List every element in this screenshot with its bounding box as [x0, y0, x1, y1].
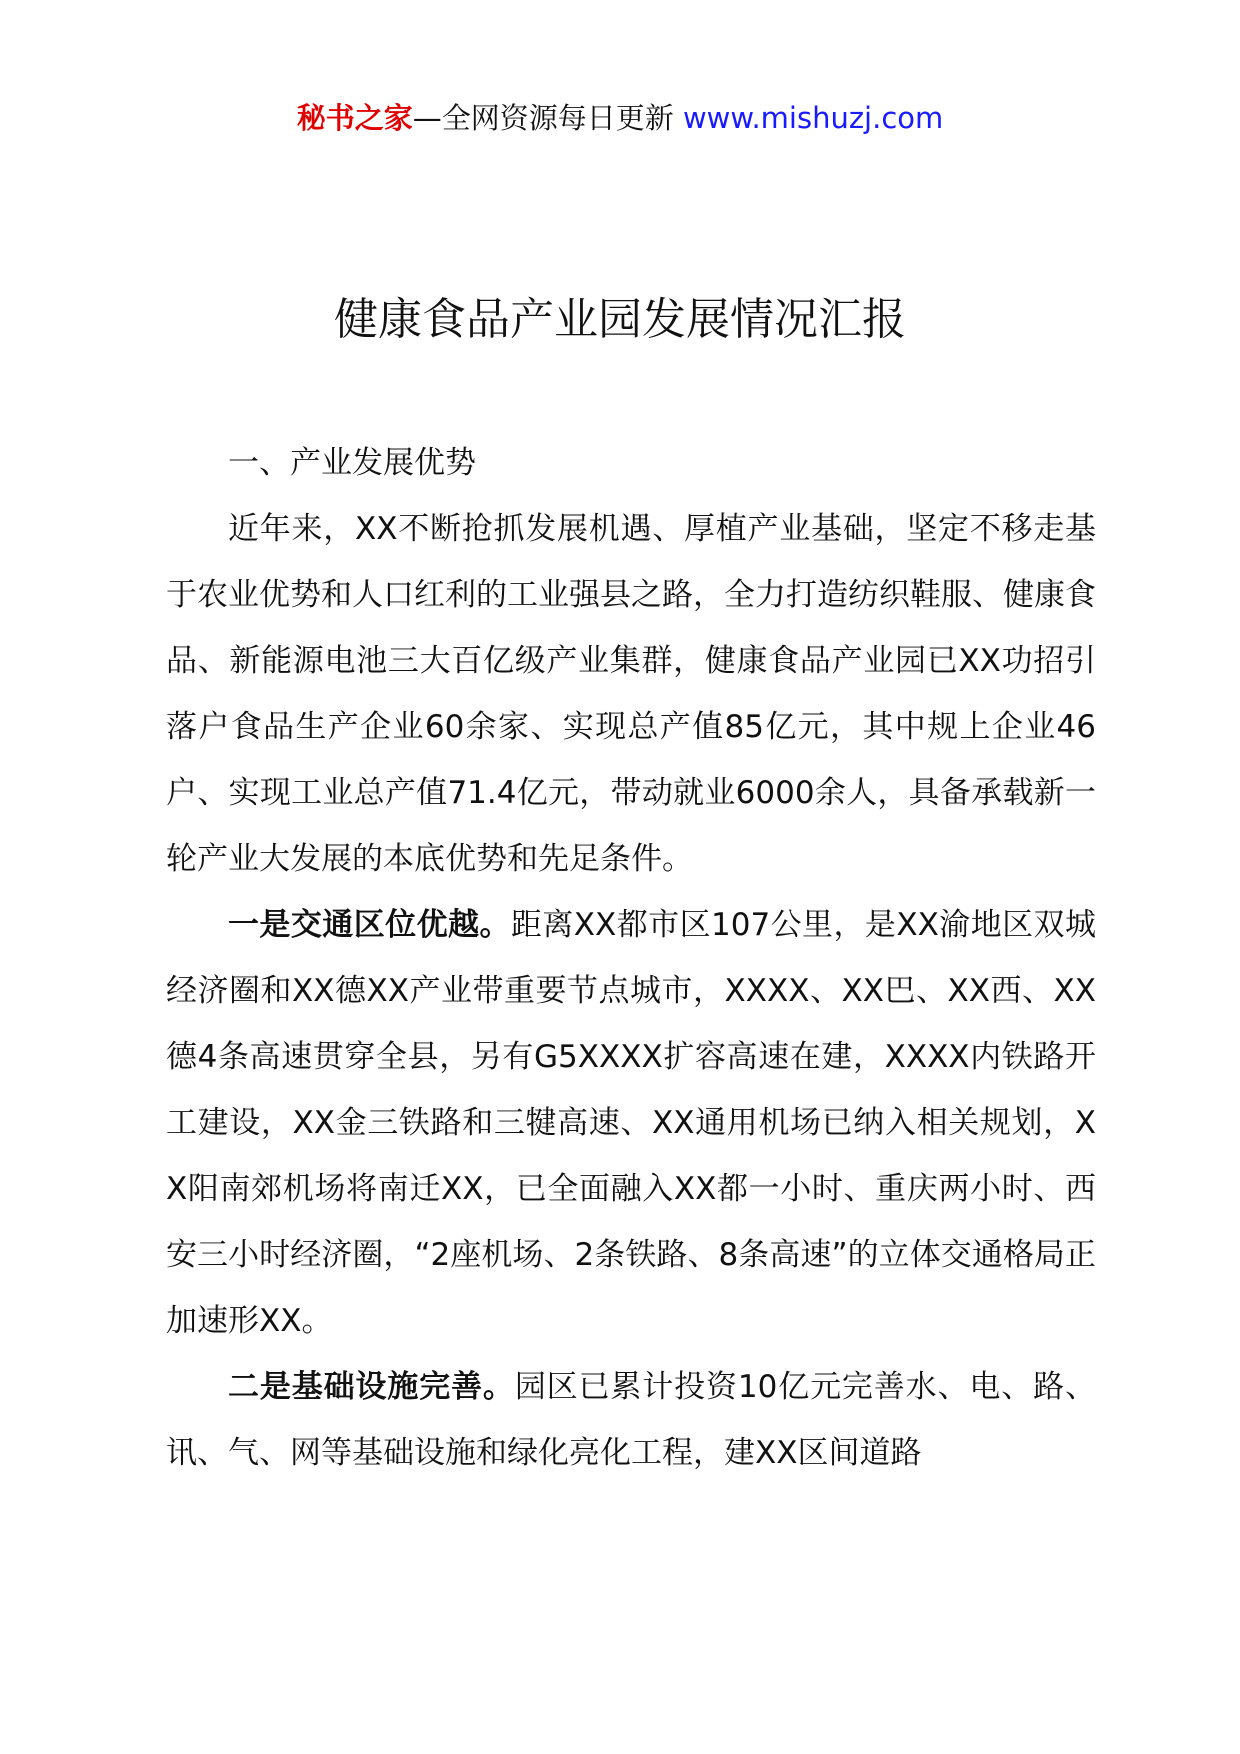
document-title: 健康食品产业园发展情况汇报 — [334, 294, 906, 345]
site-tagline: —全网资源每日更新 — [412, 101, 683, 135]
point-2-lead: 二是基础设施完善。 — [228, 1369, 515, 1405]
document-body — [166, 430, 1096, 1486]
point-2-text: 园区已累计投资10亿元完善水、电、路、讯、气、网等基础设施和绿化亮化工程，建XX区间道路 — [166, 1369, 1096, 1471]
intro-paragraph: 近年来，XX不断抢抓发展机遇、厚植产业基础，坚定不移走基于农业优势和人口红利的工业强县之路，全力打造纺织鞋服、健康食品、新能源电池三大百亿级产业集群，健康食品产业园已XX功招引落户食品生产企业60余家、实现总产值85亿元，其中规上企业46户、实现工业总产值71.4亿元，带动就业6000余人，具备承载新一轮产业大发展的本底优势和先足条件。 — [166, 511, 1096, 877]
point-1-paragraph — [166, 892, 1096, 1354]
point-1-text: 距离XX都市区107公里，是XX渝地区双城经济圈和XX德XX产业带重要节点城市，XXXX、XX巴、XX西、XX德4条高速贯穿全县，另有G5XXXX扩容高速在建，XXXX内铁路开工建设，XX金三铁路和三犍高速、XX通用机场已纳入相关规划，XX阳南郊机场将南迁XX，已全面融入XX都一小时、重庆两小时、西安三小时经济圈，“2座机场、2条铁路、8条高速”的立体交通格局正加速形XX。 — [166, 907, 1096, 1339]
site-brand: 秘书之家 — [296, 101, 413, 135]
point-2-paragraph — [166, 1354, 1096, 1486]
site-url-link[interactable]: www.mishuzj.com — [682, 101, 944, 135]
site-header — [0, 98, 1240, 138]
point-1-lead: 一是交通区位优越。 — [228, 907, 511, 943]
section-heading: 一、产业发展优势 — [228, 445, 476, 481]
